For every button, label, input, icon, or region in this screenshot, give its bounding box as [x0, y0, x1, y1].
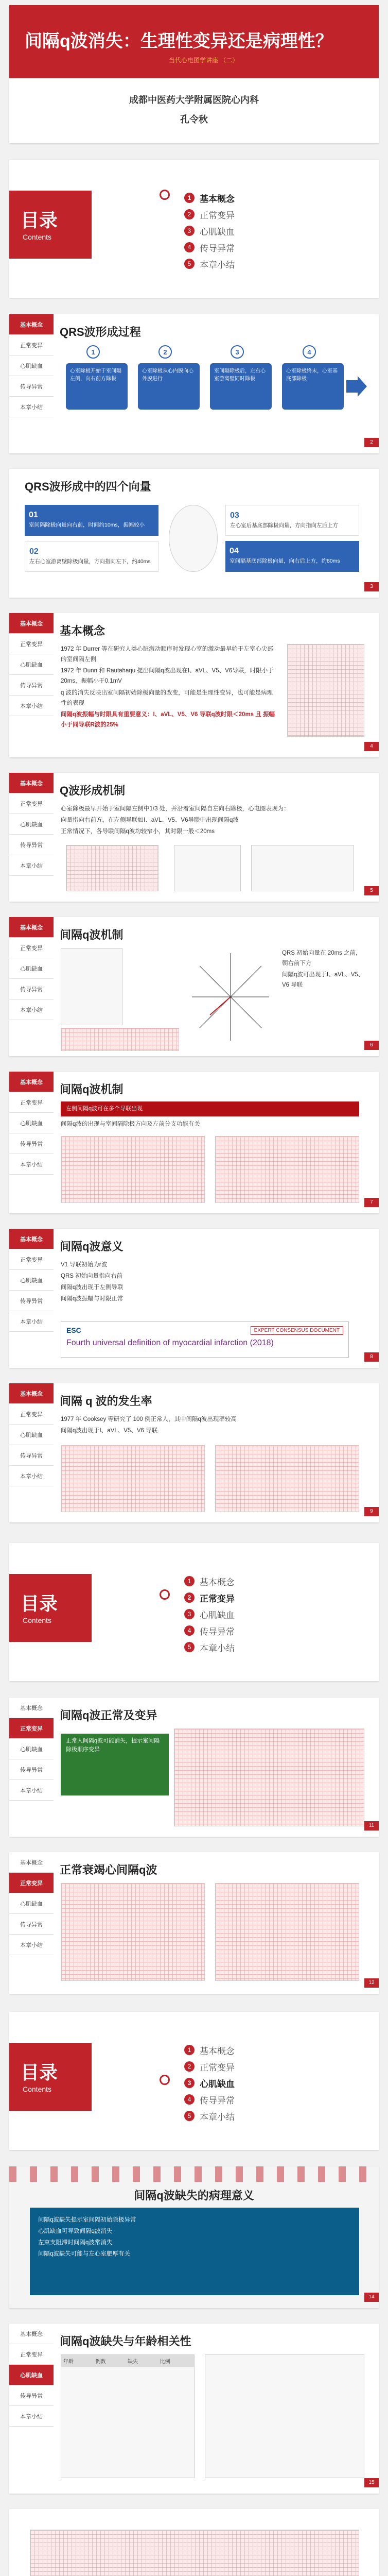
nav-item[interactable]: 心肌缺血	[9, 1739, 54, 1759]
location-pin-icon	[158, 1589, 168, 1602]
nav-item[interactable]: 本章小结	[9, 1935, 54, 1955]
page-number: 3	[364, 582, 379, 591]
nav-item[interactable]: 基本概念	[9, 1852, 54, 1873]
slide-title: QRS波形成中的四个向量	[25, 480, 151, 493]
nav-item[interactable]: 正常变异	[9, 335, 54, 355]
data-table-image	[61, 2354, 195, 2478]
heart-diagram-image	[169, 505, 218, 572]
paragraph: QRS 初始向量指向右前	[61, 1273, 123, 1280]
nav-item[interactable]: 正常变异	[9, 1873, 54, 1893]
ref-org: ESC	[66, 1326, 81, 1334]
paragraph: 间隔q波缺失提示室间隔初始除极异常	[38, 2217, 136, 2223]
slide-title: QRS波形成过程	[60, 326, 141, 338]
slide-q-mechanism-3	[9, 1072, 379, 1213]
toc-slide-3	[9, 2012, 379, 2150]
nav-item[interactable]: 心肌缺血	[9, 1425, 54, 1445]
nav-item[interactable]: 心肌缺血	[9, 355, 54, 376]
step-box: 室间隔除极后，左右心室游离壁同时除极	[210, 363, 272, 410]
paragraph: 间隔q波出现于左侧导联	[61, 1284, 124, 1291]
paragraph: 1972 年 Durrer 等在研究人类心脏激动顺序时发现心室的激动最早始于左室心尖部的室间隔左侧	[61, 646, 273, 663]
page-number: 8	[364, 1352, 379, 1362]
heart-diagram-image	[174, 845, 241, 891]
slide-placeholder	[9, 2509, 379, 2576]
page-number: 4	[364, 742, 379, 751]
page-number: 14	[364, 2293, 379, 2302]
paragraph: 1972 年 Dunn 和 Rautaharju 提出间隔q波出现在Ⅰ、aVL、V5、V6导联，时限小于20ms，振幅小于0.1mV	[61, 668, 274, 685]
toc-subtitle: Contents	[23, 233, 52, 241]
sidebar-nav	[9, 1852, 54, 1994]
slide-age-correlation	[9, 2324, 379, 2494]
vector-box: 04 室间隔基底部除极向量，向右后上方，约80ms	[225, 541, 359, 572]
step-number: 2	[158, 345, 172, 359]
arrow-right-icon	[346, 376, 367, 397]
slide-normal-variant	[9, 1698, 379, 1837]
nav-item[interactable]: 本章小结	[9, 1780, 54, 1801]
nav-item[interactable]: 基本概念	[9, 917, 54, 938]
nav-item[interactable]: 正常变异	[9, 1404, 54, 1425]
slide-q-mechanism	[9, 773, 379, 902]
nav-item[interactable]: 传导异常	[9, 1914, 54, 1935]
ecg-image	[61, 1883, 205, 1981]
nav-item[interactable]: 基本概念	[9, 1229, 54, 1249]
paragraph: 间隔q波出现于Ⅰ、aVL、V5、V6 导联	[61, 1428, 158, 1434]
slide-title: 间隔q波机制	[60, 1083, 124, 1096]
nav-item[interactable]: 心肌缺血	[9, 1893, 54, 1914]
sidebar-nav	[9, 773, 54, 902]
nav-item[interactable]: 基本概念	[9, 1072, 54, 1092]
nav-item[interactable]: 正常变异	[9, 2344, 54, 2365]
toc-item[interactable]: 5 本章小结	[184, 2108, 235, 2124]
sidebar-nav	[9, 2324, 54, 2494]
toc-list	[184, 2042, 235, 2124]
toc-head: 目录 Contents	[9, 2043, 92, 2111]
cover-title: 间隔q波消失：生理性变异还是病理性？	[25, 31, 333, 51]
nav-item[interactable]: 传导异常	[9, 675, 54, 696]
slide-q-mechanism-2	[9, 917, 379, 1056]
nav-item[interactable]: 本章小结	[9, 1154, 54, 1175]
paragraph: 心肌缺血可导致间隔q波消失	[38, 2228, 113, 2235]
page-number: 15	[364, 2478, 379, 2487]
nav-item[interactable]: 正常变异	[9, 634, 54, 654]
vector-box: 02 左右心室游离壁除极向量，方向指向左下，约40ms	[25, 541, 158, 572]
toc-item[interactable]: 5 本章小结	[184, 256, 235, 272]
nav-item[interactable]: 本章小结	[9, 1466, 54, 1486]
nav-item[interactable]: 心肌缺血	[9, 2365, 54, 2385]
ecg-image	[66, 845, 158, 891]
vector-diagram	[189, 948, 272, 1046]
toc-head	[9, 191, 92, 259]
toc-item[interactable]: 2 正常变异	[184, 206, 235, 223]
paragraph: q 波的消失反映出室间隔初始除极向量的改变，可能是生理性变异，也可能是病理性的表现	[61, 689, 273, 706]
slide-title: 间隔q波缺失与年龄相关性	[60, 2335, 191, 2348]
nav-item[interactable]: 传导异常	[9, 2385, 54, 2406]
nav-item[interactable]: 传导异常	[9, 1759, 54, 1780]
sidebar-nav	[9, 314, 54, 453]
slide-normal-failing-heart	[9, 1852, 379, 1994]
nav-item[interactable]: 心肌缺血	[9, 1113, 54, 1133]
slide-title: 间隔q波缺失的病理意义	[134, 2189, 254, 2202]
ecg-image	[215, 1445, 359, 1512]
step-box: 心室除极从心内膜向心外膜进行	[138, 363, 200, 410]
slide-body	[61, 804, 359, 838]
paragraph: QRS 初始向量在 20ms 之前，朝右前下方	[282, 950, 362, 967]
nav-item[interactable]: 正常变异	[9, 1249, 54, 1270]
paragraph: V1 导联初始为r波	[61, 1262, 108, 1268]
slide-four-vectors	[9, 469, 379, 598]
sidebar-nav	[9, 1698, 54, 1837]
nav-item[interactable]: 本章小结	[9, 696, 54, 716]
step-box: 心室除极开始于室间隔左侧，向右前方除极	[66, 363, 128, 410]
ref-title: Fourth universal definition of myocardial infarction (2018)	[66, 1338, 274, 1347]
sidebar-nav	[9, 1229, 54, 1368]
nav-item[interactable]: 本章小结	[9, 2406, 54, 2427]
nav-item[interactable]: 正常变异	[9, 1092, 54, 1113]
paragraph-highlight: 间隔q波振幅与时限具有重要意义：I、aVL、V5、V6 导联q波时限＜20ms 且 振幅小于同导联R波的25%	[61, 711, 275, 728]
page-number: 5	[364, 886, 379, 895]
nav-item[interactable]: 传导异常	[9, 1445, 54, 1466]
toc-item[interactable]: 2 正常变异	[184, 1589, 235, 1606]
ecg-image	[61, 1028, 179, 1051]
slide-title: 正常衰竭心间隔q波	[60, 1863, 157, 1876]
sidebar-nav	[9, 1072, 54, 1213]
paragraph: 间隔q波缺失可能与左心室肥厚有关	[38, 2251, 130, 2258]
paragraph: 左束支阻滞时间隔q波常消失	[38, 2240, 113, 2246]
slide-q-significance	[9, 1229, 379, 1368]
location-pin-icon	[158, 2075, 168, 2087]
info-box: 正常人间隔q波可能消失，提示室间隔除极顺序变异	[61, 1734, 169, 1795]
data-table-image	[205, 2354, 364, 2478]
slide-title: Q波形成机制	[60, 784, 126, 797]
toc-item[interactable]: 3 心肌缺血	[184, 223, 235, 239]
nav-item[interactable]: 正常变异	[9, 793, 54, 814]
ecg-image	[287, 644, 364, 737]
step-number: 4	[303, 345, 316, 359]
nav-item[interactable]: 基本概念	[9, 1698, 54, 1718]
step-number: 3	[231, 345, 244, 359]
nav-item[interactable]: 本章小结	[9, 855, 54, 876]
slide-basic-concept	[9, 613, 379, 757]
slide-title: 间隔q波正常及变异	[60, 1709, 157, 1722]
nav-item[interactable]: 心肌缺血	[9, 654, 54, 675]
toc-item[interactable]: 4 传导异常	[184, 1622, 235, 1639]
ecg-image	[174, 1728, 364, 1826]
toc-item[interactable]: 2 正常变异	[184, 2058, 235, 2075]
sidebar-nav	[9, 1383, 54, 1522]
ecg-image	[215, 1883, 359, 1981]
nav-item[interactable]: 传导异常	[9, 376, 54, 397]
nav-item[interactable]: 传导异常	[9, 1291, 54, 1311]
toc-item[interactable]: 5 本章小结	[184, 1639, 235, 1655]
nav-item[interactable]: 心肌缺血	[9, 1270, 54, 1291]
table-header: 年龄 例数 缺失 比例	[61, 2355, 194, 2367]
toc-item[interactable]: 4 传导异常	[184, 239, 235, 256]
slide-body	[61, 1414, 359, 1437]
paragraph: 间隔q波可出现于Ⅰ、aVL、V5、V6 导联	[282, 972, 364, 989]
slide-body: 间隔q波的出现与室间隔除极方向及左前分支功能有关	[61, 1121, 200, 1127]
toc-title: 目录	[21, 210, 58, 231]
ref-tag: EXPERT CONSENSUS DOCUMENT	[251, 1326, 343, 1335]
vector-box: 03 左心室后基底部除极向量，方向指向左后上方	[225, 505, 359, 536]
ecg-image	[215, 1136, 359, 1203]
paragraph: 1977 年 Cooksey 等研究了 100 例正常人，其中间隔q波出现率较高	[61, 1416, 237, 1422]
page-number: 9	[364, 1507, 379, 1516]
step-number: 1	[86, 345, 100, 359]
page-number: 12	[364, 1978, 379, 1988]
slide-title: 间隔 q 波的发生率	[60, 1395, 152, 1408]
step-box: 心室除极终末，心室基底部除极	[282, 363, 344, 410]
toc-slide-2	[9, 1543, 379, 1681]
slide-title: 间隔q波意义	[60, 1240, 124, 1253]
highlight-banner: 左侧间隔q波可在多个导联出现	[61, 1101, 359, 1116]
cover-subtitle: 当代心电图学讲座 （二）	[169, 57, 239, 64]
slide-title: 间隔q波机制	[60, 928, 124, 941]
location-pin-icon	[158, 190, 168, 202]
heart-diagram-image	[251, 845, 354, 891]
ecg-image	[30, 2530, 359, 2576]
paragraph: 心室除极最早开始于室间隔左侧中1/3 处，并沿着室间隔自左向右除极，心电图表现为：	[61, 806, 290, 812]
toc-list	[184, 190, 235, 272]
paragraph: 正常情况下，各导联间隔q波均较窄小，其时限一般＜20ms	[61, 828, 215, 835]
vector-box: 01 室间隔除极向量向右前，时间约10ms，振幅较小	[25, 505, 158, 536]
slide-q-incidence	[9, 1383, 379, 1522]
slide-body	[61, 1260, 359, 1306]
nav-item[interactable]: 本章小结	[9, 397, 54, 417]
nav-item[interactable]: 正常变异	[9, 1718, 54, 1739]
nav-item[interactable]: 心肌缺血	[9, 814, 54, 835]
slide-title: 基本概念	[60, 624, 105, 637]
paragraph: 向量指向右前方，在左侧导联如Ⅰ、aVL、V5、V6导联中出现间隔q波	[61, 817, 239, 824]
nav-item[interactable]: 基本概念	[9, 613, 54, 634]
toc-item[interactable]: 1 基本概念	[184, 2042, 235, 2058]
nav-item[interactable]: 基本概念	[9, 773, 54, 793]
nav-item[interactable]: 传导异常	[9, 835, 54, 855]
toc-item[interactable]: 3 心肌缺血	[184, 2075, 235, 2091]
nav-item[interactable]: 正常变异	[9, 938, 54, 958]
cover-author: 孔令秋	[180, 114, 208, 125]
nav-item[interactable]: 本章小结	[9, 1311, 54, 1332]
slide-pathological-meaning	[9, 2166, 379, 2308]
slide-body	[282, 948, 364, 992]
cover-org: 成都中医药大学附属医院心内科	[129, 95, 259, 105]
page-number: 2	[364, 438, 379, 447]
page-number: 11	[364, 1821, 379, 1831]
page-number: 7	[364, 1198, 379, 1207]
slide-qrs-formation	[9, 314, 379, 453]
toc-slide	[9, 160, 379, 298]
heart-diagram-image	[61, 948, 122, 1025]
toc-item[interactable]: 1 基本概念	[184, 190, 235, 206]
ecg-image	[61, 1136, 205, 1203]
cover-banner	[9, 5, 379, 78]
cover-slide	[9, 5, 379, 143]
binder-rings	[9, 2166, 379, 2182]
sidebar-nav	[9, 613, 54, 757]
nav-item[interactable]: 传导异常	[9, 1133, 54, 1154]
content-card	[30, 2208, 359, 2295]
toc-item[interactable]: 3 心肌缺血	[184, 1606, 235, 1622]
sidebar-nav	[9, 917, 54, 1056]
nav-item[interactable]: 基本概念	[9, 2324, 54, 2344]
toc-list	[184, 1573, 235, 1655]
page-number: 6	[364, 1041, 379, 1050]
paragraph: 间隔q波振幅与时限正常	[61, 1296, 124, 1302]
toc-item[interactable]: 4 传导异常	[184, 2091, 235, 2108]
nav-item[interactable]: 本章小结	[9, 999, 54, 1020]
slide-body	[61, 644, 277, 731]
nav-item[interactable]: 基本概念	[9, 314, 54, 335]
ecg-image	[61, 1445, 205, 1512]
nav-item[interactable]: 传导异常	[9, 979, 54, 999]
toc-head: 目录 Contents	[9, 1574, 92, 1642]
nav-item[interactable]: 心肌缺血	[9, 958, 54, 979]
reference-card	[61, 1321, 349, 1358]
toc-item[interactable]: 1 基本概念	[184, 1573, 235, 1589]
nav-item[interactable]: 基本概念	[9, 1383, 54, 1404]
